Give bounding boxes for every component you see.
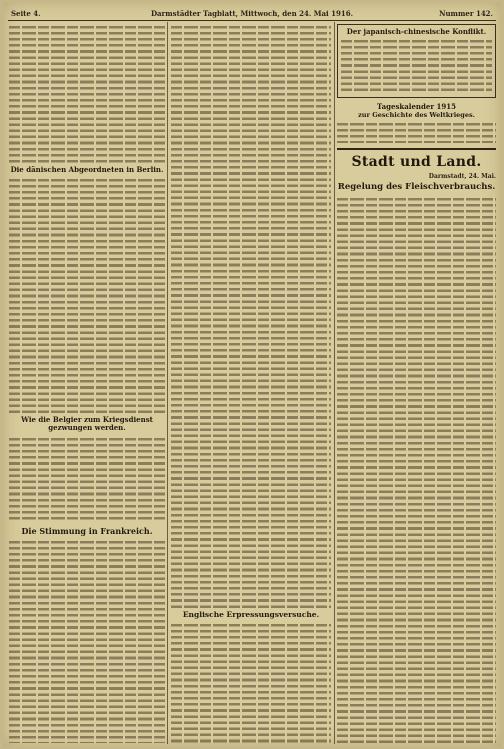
- article-heading: Englische Erpressungsversuche.: [182, 610, 320, 619]
- masthead-line: Darmstädter Tagblatt, Mittwoch, den 24. Mai 1916.: [150, 9, 354, 18]
- section-title: Stadt und Land.: [351, 154, 482, 170]
- article-heading: Die Stimmung in Frankreich.: [21, 526, 153, 536]
- issue-number: Nummer 142.: [439, 9, 493, 18]
- article-heading: Regelung des Fleischverbrauchs.: [337, 182, 496, 192]
- column-rule-right: [334, 22, 335, 744]
- body-text: [9, 177, 165, 413]
- column-rule-left: [167, 22, 168, 744]
- body-text: [9, 539, 165, 743]
- header-rule: [8, 20, 496, 21]
- body-text: [9, 436, 165, 523]
- article-heading: Wie die Belgier zum Kriegsdienst gezwungen werden.: [21, 415, 153, 432]
- body-text: [171, 24, 331, 608]
- body-text: [341, 38, 492, 94]
- body-text: [9, 24, 165, 163]
- calendar-subtitle: zur Geschichte des Weltkrieges.: [358, 111, 475, 119]
- section-rule: [337, 148, 496, 150]
- newspaper-page: [3, 2, 501, 747]
- body-text: [171, 622, 331, 743]
- body-text: [337, 196, 496, 743]
- dateline: Darmstadt, 24. Mai.: [428, 173, 496, 180]
- news-box: [337, 24, 496, 98]
- box-heading: Der japanisch-chinesische Konflikt.: [346, 27, 487, 36]
- article-heading: Die dänischen Abgeordneten in Berlin.: [10, 165, 164, 174]
- calendar-title: Tageskalender 1915: [377, 102, 456, 111]
- page-number: Seite 4.: [11, 9, 41, 18]
- body-text: [337, 121, 496, 143]
